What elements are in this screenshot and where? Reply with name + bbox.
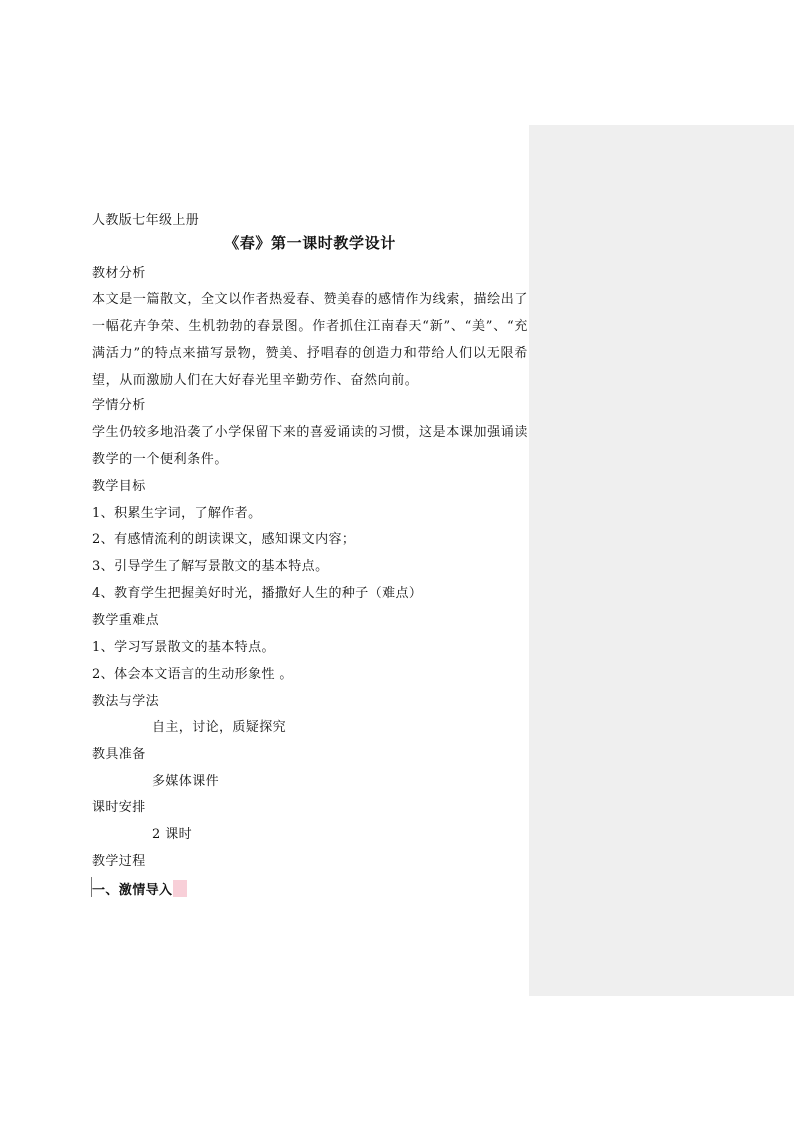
schedule-text: 2 课时	[152, 827, 193, 842]
schedule-heading: 课时安排	[92, 800, 146, 815]
process-first-step[interactable]	[92, 880, 187, 899]
grade-label: 人教版七年级上册	[92, 213, 200, 228]
keypoint-item: 2、体会本文语言的生动形象性 。	[92, 667, 293, 682]
goal-item: 3、引导学生了解写景散文的基本特点。	[92, 559, 329, 574]
goal-item: 4、教育学生把握美好时光，播撒好人生的种子（难点）	[92, 586, 423, 601]
comment-highlight-marker[interactable]	[173, 880, 187, 897]
method-heading: 教法与学法	[92, 694, 160, 709]
document-title: 《春》第一课时教学设计	[224, 234, 396, 252]
material-heading: 教材分析	[92, 266, 146, 281]
goal-item: 1、积累生字词，了解作者。	[92, 506, 262, 521]
method-text: 自主，讨论，质疑探究	[152, 720, 287, 735]
process-heading: 教学过程	[92, 854, 146, 869]
material-paragraph: 本文是一篇散文，全文以作者热爱春、赞美春的感情作为线索，描绘出了一幅花卉争荣、生机勃勃的春景图。作者抓住江南春天“新”、“美”、“充满活力”的特点来描写景物，赞美、抒唱春的创造力和带给人们以无限希望，从而激励人们在大好春光里辛勤劳作、奋然向前。	[92, 292, 528, 388]
goal-item: 2、有感情流利的朗读课文，感知课文内容；	[92, 532, 356, 547]
tools-text: 多媒体课件	[152, 774, 220, 789]
student-heading: 学情分析	[92, 398, 146, 413]
comment-pane	[529, 125, 794, 996]
tools-heading: 教具准备	[92, 747, 146, 762]
process-first-step-label: 一、激情导入	[92, 883, 173, 898]
keypoints-heading: 教学重难点	[92, 613, 160, 628]
student-paragraph: 学生仍较多地沿袭了小学保留下来的喜爱诵读的习惯，这是本课加强诵读教学的一个便利条件。	[92, 425, 528, 467]
keypoint-item: 1、学习写景散文的基本特点。	[92, 640, 275, 655]
goals-heading: 教学目标	[92, 479, 146, 494]
